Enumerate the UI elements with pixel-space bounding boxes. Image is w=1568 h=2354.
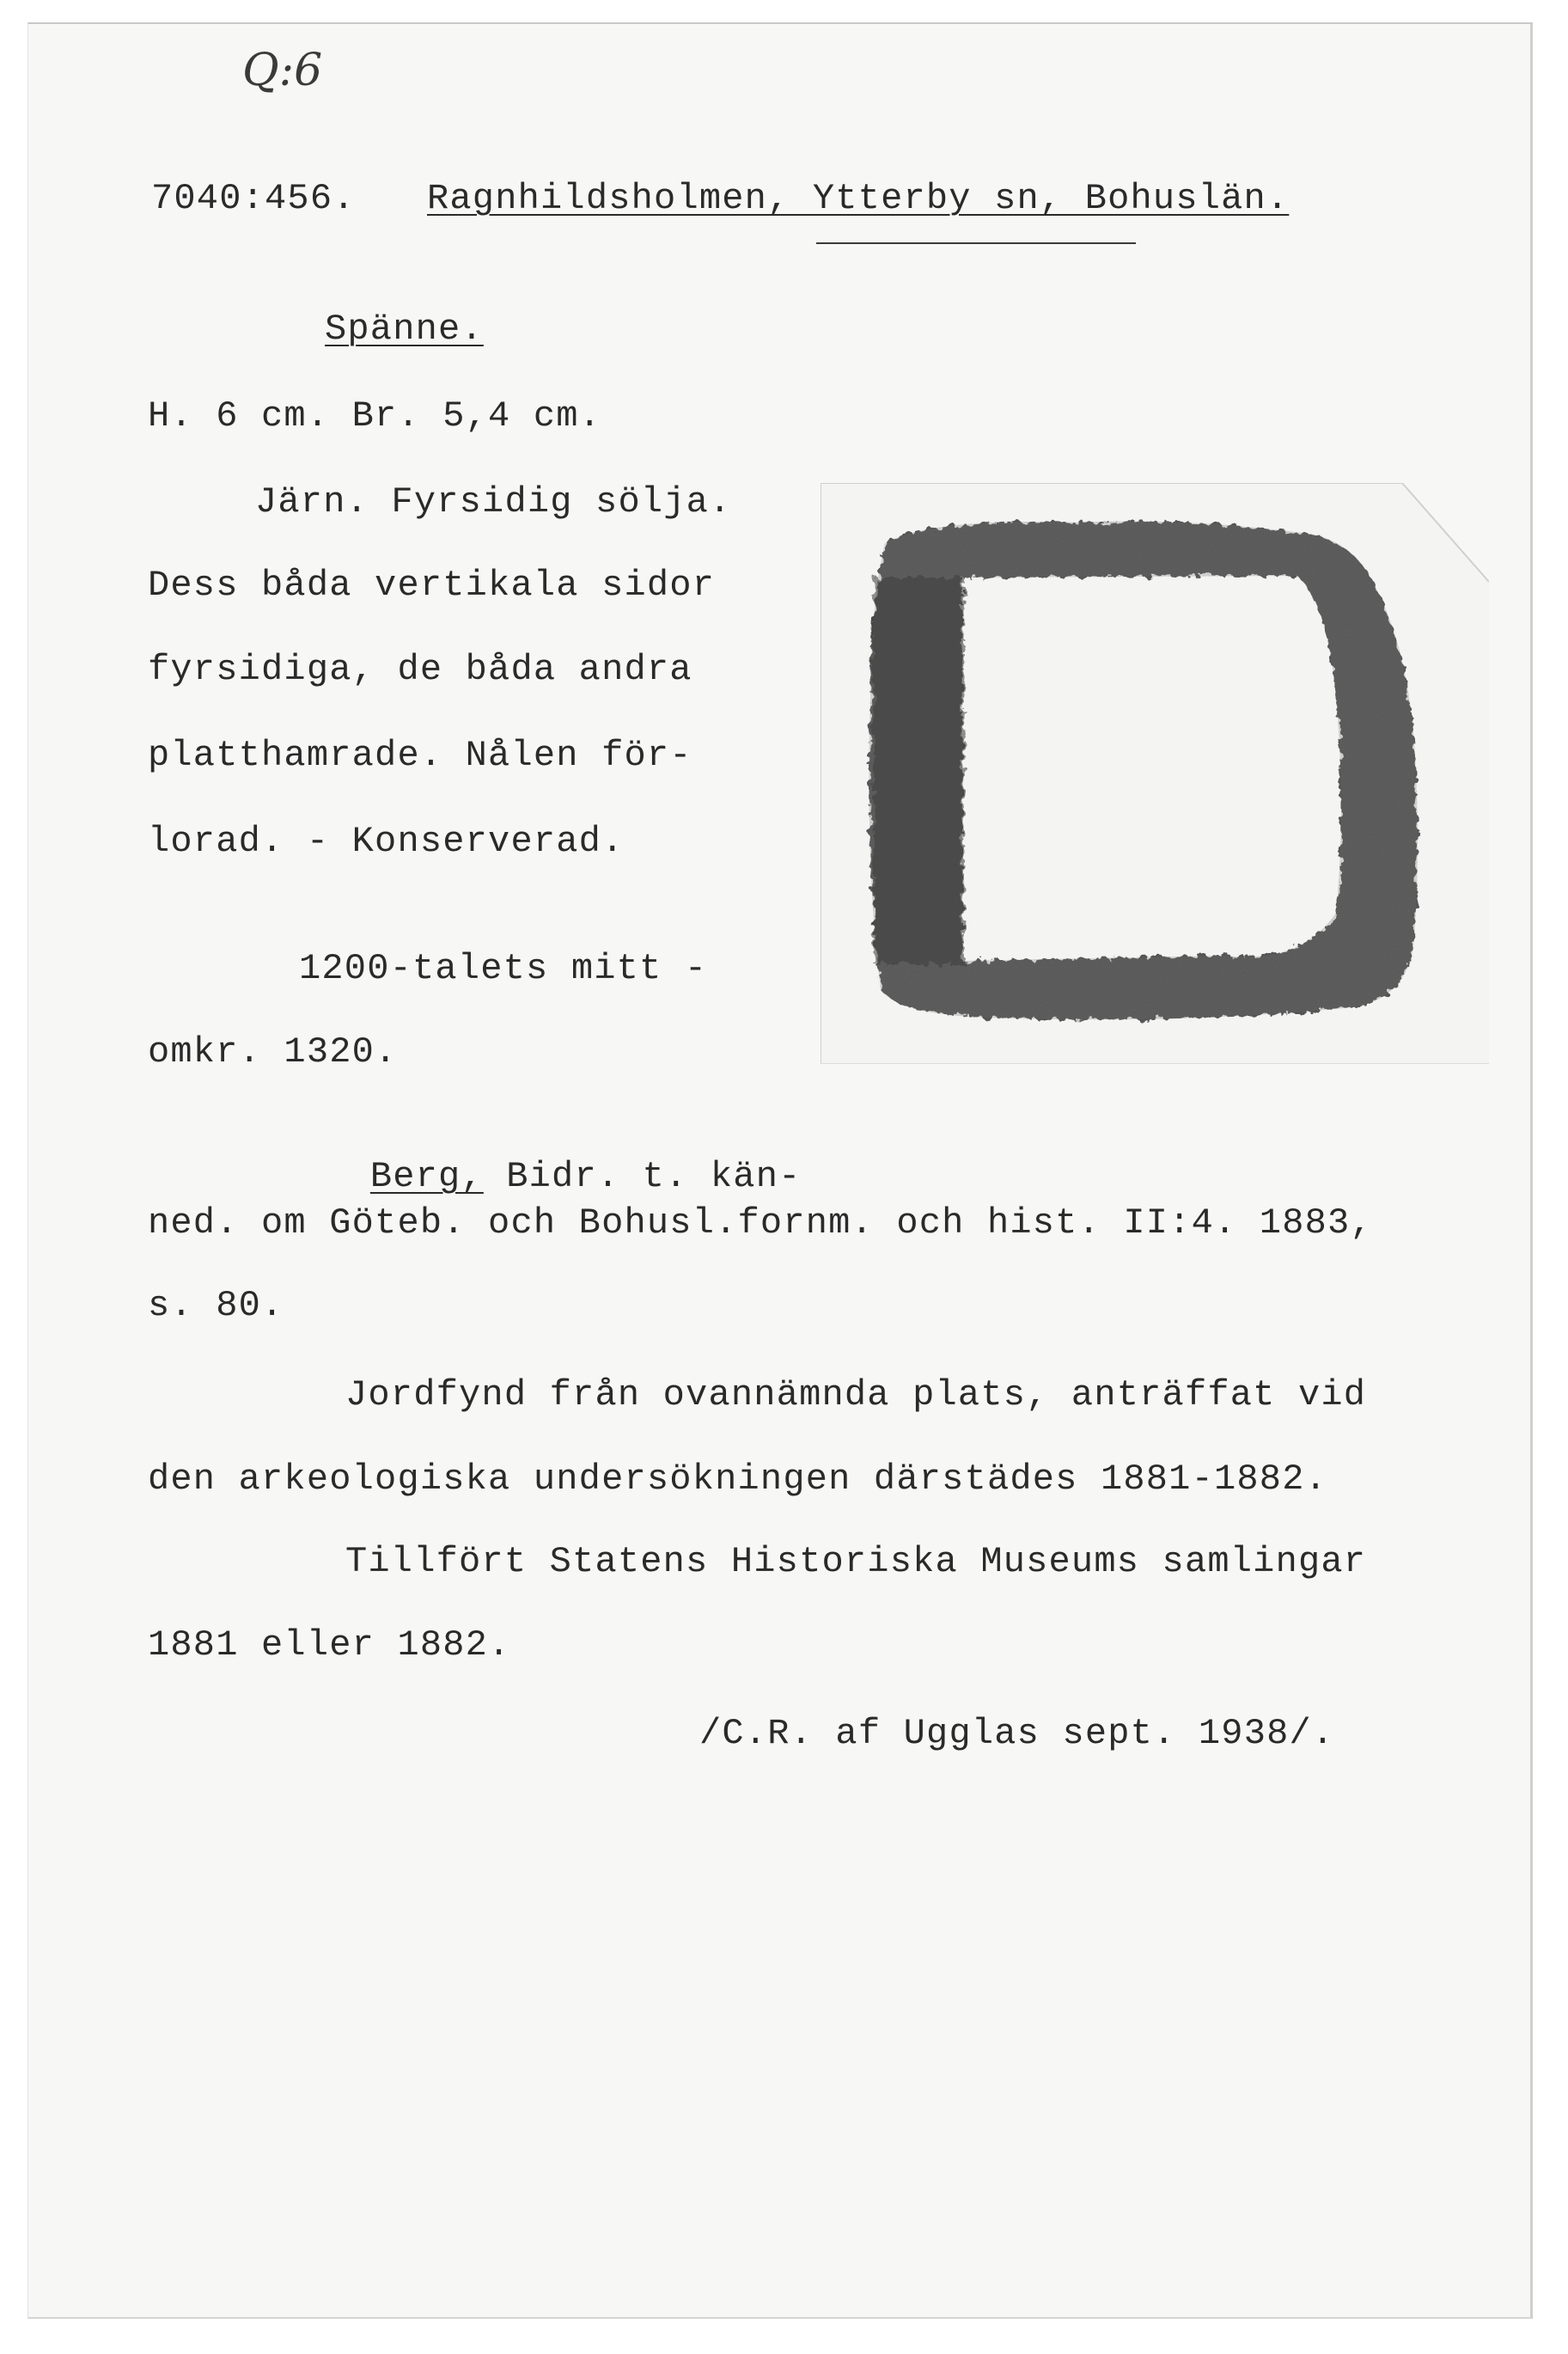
description-line-1: Järn. Fyrsidig sölja. [255,481,732,523]
description-line-5: lorad. - Konserverad. [148,821,625,862]
acquisition-line-2: 1881 eller 1882. [148,1624,511,1666]
object-title: Spänne. [325,309,484,350]
dimensions: H. 6 cm. Br. 5,4 cm. [148,395,602,437]
site-underline-extra [816,242,1136,244]
reference-line-2: ned. om Göteb. och Bohusl.fornm. och hist. II:4. 1883, [148,1202,1373,1244]
description-line-2: Dess båda vertikala sidor [148,565,716,606]
find-info-line-1: Jordfynd från ovannämnda plats, anträffat vid [345,1374,1367,1415]
catalog-number: 7040:456. [151,178,356,219]
acquisition-line-1: Tillfört Statens Historiska Museums samlingar [345,1541,1367,1582]
description-line-3: fyrsidiga, de båda andra [148,649,692,690]
photo-border [821,483,1489,1064]
handwritten-mark: Q:6 [242,45,323,96]
reference-author: Berg, [369,1156,484,1197]
reference-line-3: s. 80. [148,1285,284,1326]
dating-line-2: omkr. 1320. [148,1031,398,1073]
signature: /C.R. af Ugglas sept. 1938/. [699,1713,1335,1754]
dating-line-1: 1200-talets mitt - [299,948,708,989]
description-line-4: platthamrade. Nålen för- [148,735,692,776]
find-info-line-2: den arkeologiska undersökningen därstädes 1881-1882. [148,1458,1328,1500]
reference-line-1: Bidr. t. kän- [483,1156,802,1197]
site-name: Ragnhildsholmen, Ytterby sn, Bohuslän. [427,178,1290,219]
